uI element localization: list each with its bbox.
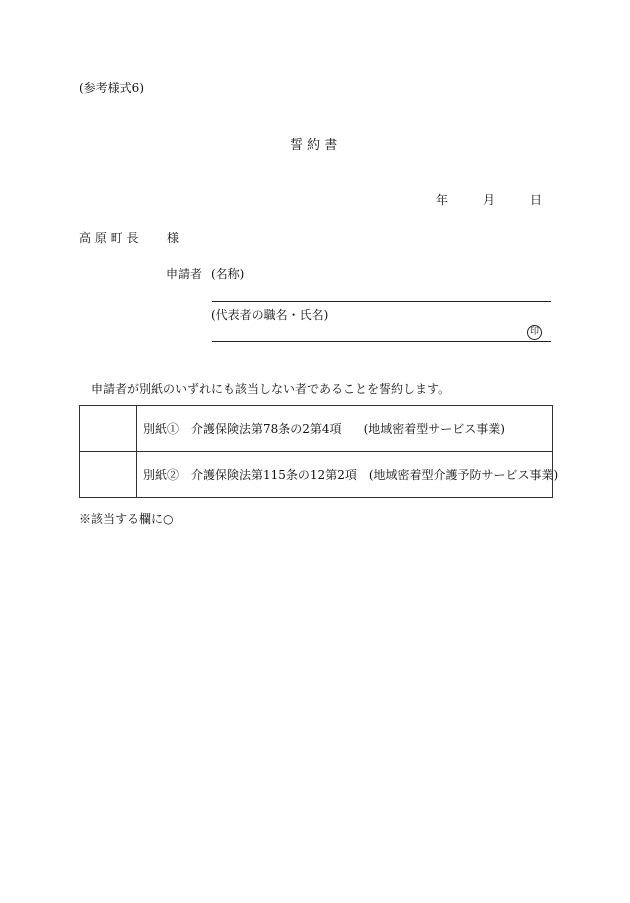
representative-label: (代表者の職名・氏名)	[211, 308, 329, 322]
row-law: 介護保険法第78条の2第4項	[191, 422, 342, 436]
table-row	[80, 452, 553, 498]
checklist-table	[79, 405, 559, 498]
document-title: 誓 約 書	[290, 138, 338, 153]
seal-mark: 印	[527, 325, 542, 340]
applicant-name-label: (名称)	[211, 267, 245, 281]
date-month: 月	[483, 193, 496, 207]
date-day: 日	[530, 193, 543, 207]
row-category: (地域密着型サービス事業)	[363, 422, 505, 436]
row-ref: 別紙①	[143, 422, 180, 436]
row-category: (地域密着型介護予防サービス事業)	[368, 468, 559, 482]
date-year: 年	[436, 193, 449, 207]
pledge-statement: 申請者が別紙のいずれにも該当しない者であることを誓約します。	[91, 382, 451, 396]
addressee-name: 高 原 町 長	[79, 231, 139, 245]
applicant-name-line	[212, 301, 551, 302]
addressee-honorific: 様	[167, 231, 180, 245]
representative-line	[212, 341, 551, 342]
form-reference: (参考様式6)	[79, 81, 144, 95]
row-text	[137, 406, 553, 452]
table-row	[80, 406, 553, 452]
row-law: 介護保険法第115条の12第2項	[191, 468, 357, 482]
applicant-label: 申請者	[166, 267, 203, 281]
row-text	[137, 452, 559, 498]
check-box-cell[interactable]	[80, 452, 137, 498]
row-ref: 別紙②	[143, 468, 180, 482]
footnote: ※該当する欄に○	[79, 512, 174, 526]
check-box-cell[interactable]	[80, 406, 137, 452]
